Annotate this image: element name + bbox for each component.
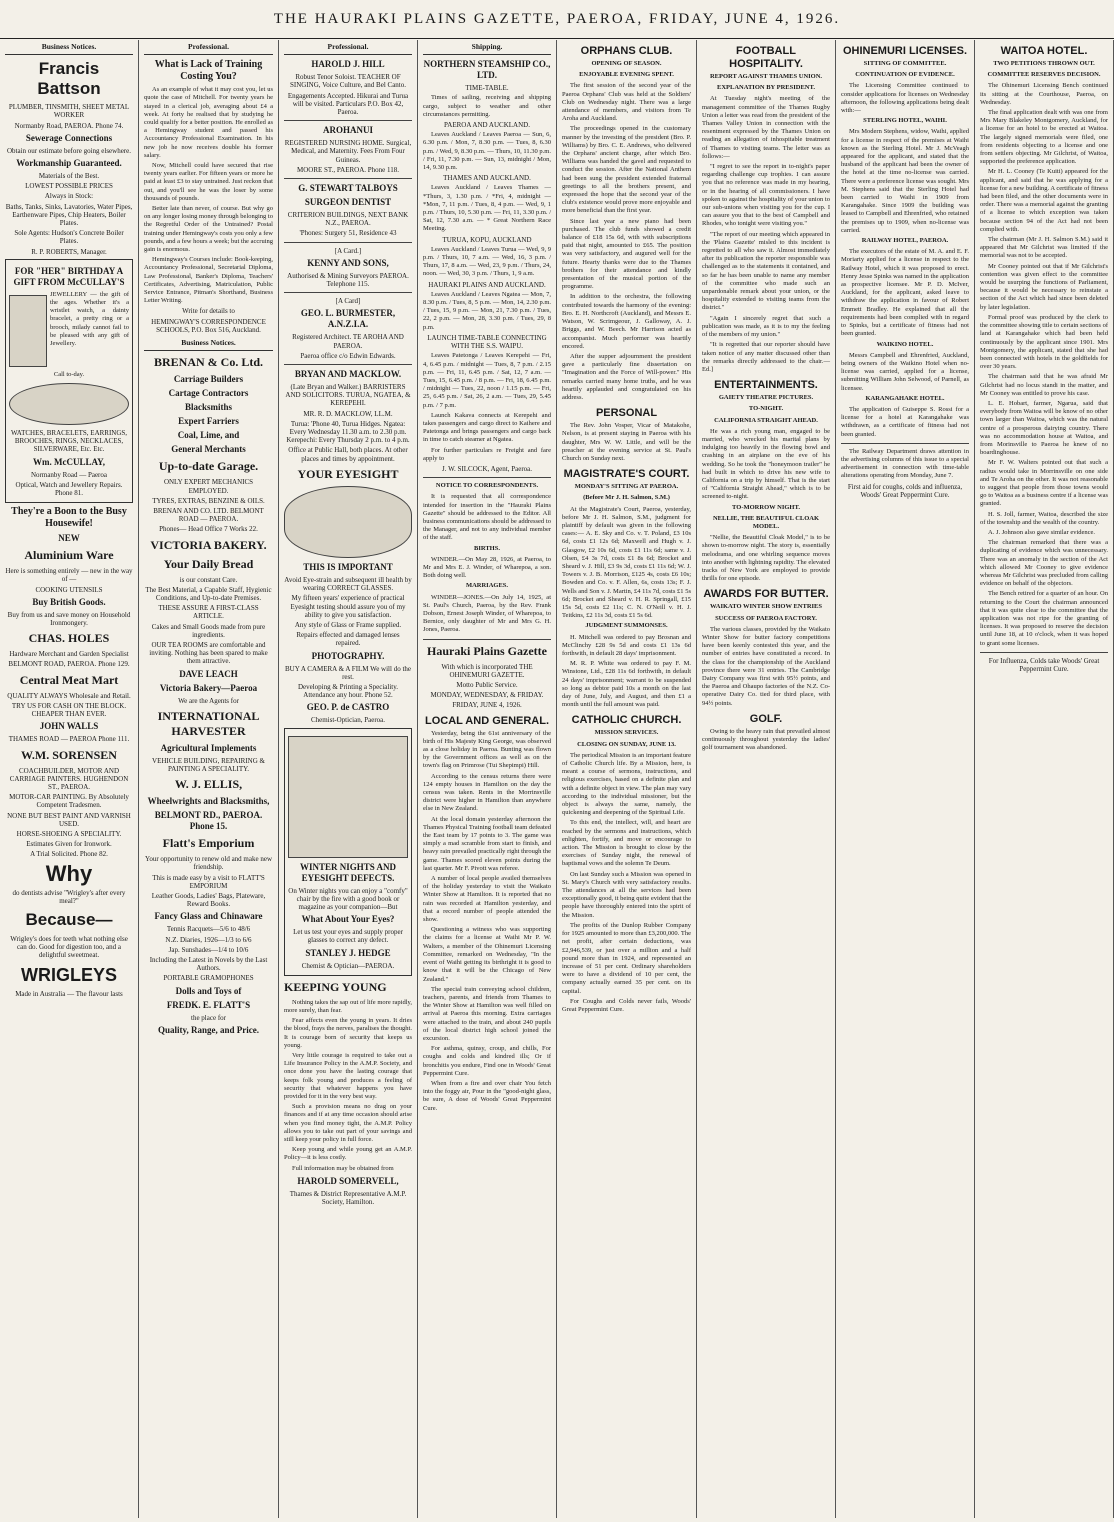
article-paragraph: "It is regretted that our reporter should have taken notice of any matter discussed other than the remarks directly addressed to the chair.—Ed.] [702,341,830,373]
article-subtitle: CALIFORNIA STRAIGHT AHEAD. [714,416,818,424]
flatt-name: FREDK. E. FLATT'S [166,999,251,1010]
article-paragraph: For Coughs and Colds never fails, Woods' Great Peppermint Cure. [562,997,691,1013]
eye-illustration [284,486,412,558]
because-heading: Because— [25,909,113,929]
what-eyes: What About Your Eyes? [301,914,395,925]
article-paragraph: Mrs Modern Stephens, widow, Waihi, applied for a license in respect of the premises at Waihi known as the Sterling Hotel. Mr J. McVeagh appeared for the applicant, and stated that the husband of the applicant had been the owner of the hotel at the time no-license was carried. There were a preference license was sought. Mrs M. Stephens said that the Sterling Hotel had been carried to Waihi in 1909 from Karangahake. Since 1909 the building was leased to Campbell and Ehrenfried, who retained the premises up to 1909, when no-license was carried. [841,128,969,234]
hedge-name: STANLEY J. HEDGE [305,947,391,958]
section-heading: Professional. [284,40,412,55]
article-paragraph: The Ohinemuri Licensing Bench continued its sitting at the Courthouse, Paeroa, on Wednesday. [980,82,1108,106]
mccullay-heading: FOR "HER" BIRTHDAY A GIFT FROM McCULLAY'S [13,265,125,287]
article-paragraph: The chairman said that he was afraid Mr Gilchrist had no locus standi in the matter, and Mr Cooney was entitled to prove his case. [980,373,1108,397]
article-subtitle: TO-MORROW NIGHT. [732,503,800,511]
mccullay-ad [5,259,133,503]
dolls-text: Dolls and Toys of [175,985,242,996]
manager-text: R. P. ROBERTS, Manager. [31,247,107,256]
timetable-note: Times of sailing, receiving and shipping cargo, subject to weather and other circumstances permitting. [423,94,551,118]
hill-name: HAROLD J. HILL [311,59,385,70]
keeping-paragraph: Keep young and while young get an A.M.P. Policy—it is less costly. [284,1146,412,1162]
divider [284,120,412,121]
why-text: do dentists advise "Wrigley's after every meal?" [12,888,126,905]
paper-title: Hauraki Plains Gazette [427,643,547,658]
article-paragraph: He was a rich young man, engaged to be married, who wrecked his marital plans by indulging too heavily in the flowing bowl and crashing in an airplane on the eve of his wedding. So he took the "honeymoon trailer" he had built in which to drive his new wife to California on a trip by himself. That is the start of "California Straight Ahead," which is to be screened to-night. [702,427,830,501]
aluminium-text: Here is something entirely — new in the way of — [5,567,133,584]
article-paragraph: Owing to the heavy rain that prevailed almost continuously throughout yesterday the ladies' golf tournament was abandoned. [702,727,830,752]
launch-note: Launch Kakava connects at Kerepehi and takes passengers and cargo direct to Kaihere and Patetonga and brings passengers and cargo back in time to catch steamer at Ngatea. [423,411,551,444]
talboys-phones: 'Phones: Surgery 51, Residence 43 [299,229,397,238]
divider [284,178,412,179]
route-heading: HAURAKI PLAINS AND AUCKLAND. [428,280,546,289]
battson-trade: PLUMBER, TINSMITH, SHEET METAL WORKER [8,103,130,120]
article-paragraph: "Again I sincerely regret that such a publication was made, as it is to my the feeling of the members of my union." [702,314,830,339]
article-subtitle: ENJOYABLE EVENING SPENT. [579,71,674,79]
turua-text: Turua: 'Phone 40, Turua Hidges. Ngatea: Every Wednesday 11.30 a.m. to 2.30 p.m. Kerepechi: Every Thursday 2 p.m. to 4 p.m. [286,419,410,445]
watch-illustration [9,295,47,367]
advert-line: For Influenza, Colds take Woods' Great Peppermint Cure. [988,656,1100,674]
masthead: THE HAURAKI PLAINS GAZETTE, PAEROA, FRIDAY, JUNE 4, 1926. [0,0,1114,39]
paper-date: FRIDAY, JUNE 4, 1926. [452,701,522,710]
article-subtitle: EXPLANATION BY PRESIDENT. [717,84,815,92]
hemingway-address: HEMINGWAY'S CORRESPONDENCE SCHOOLS, P.O. Box 516, Auckland. [151,317,266,334]
tyres-text: TYRES, EXTRAS, BENZINE & OILS. [152,496,265,505]
article-subtitle: WAIKINO HOTEL. [876,340,934,348]
wrigleys-logo: WRIGLEYS [20,964,117,985]
horse-shoeing: HORSE-SHOEING A SPECIALITY. [16,829,122,838]
brenan-address: BRENAN AND CO. LTD. BELMONT ROAD — PAEROA. [153,506,264,524]
article-title: MAGISTRATE'S COURT. [563,468,690,481]
battson-name: Francis Battson [37,59,101,99]
article-subtitle: CONTINUATION OF EVIDENCE. [855,71,955,79]
local-paragraph: According to the census returns there were 124 empty houses in Hamilton on the day the census was taken. Rents in the Morrinsville district were higher in Hamilton than anywhere else in New Zealand. [423,772,551,813]
bryan-subtitle: (Late Bryan and Walker.) BARRISTERS AND SOLICITORS. TURUA, NGATEA, & KEREPEHI. [285,383,411,408]
novels-text: Including the Latest in Novels by the Last Authors. [149,955,268,973]
leach-name: DAVE LEACH [179,668,238,679]
burmester-address: Paeroa office c/o Edwin Edwards. [300,351,396,360]
ellis-name: W. J. ELLIS, [174,777,243,792]
let-us-text: Let us test your eyes and supply proper glasses to correct any defect. [293,928,403,945]
somervell-subtitle: Thames & District Representative A.M.P. Society, Hamilton. [289,1189,407,1207]
cooking-utensils: COOKING UTENSILS [35,585,103,594]
route-heading: TURUA, KOPU, AUCKLAND [442,235,532,244]
article-paragraph: The chairman (Mr J. H. Salmon S.M.) said it appeared that Mr Gilchrist was limited if the memorial was not to be accepted. [980,236,1108,260]
holes-subtitle: Hardware Merchant and Garden Specialist [9,650,129,659]
article-paragraph: The Rev. John Vosper, Vicar of Matakohe, Nelson, is at present staying in Paeroa with his daughter, Mrs W. W. Little, and will be the preacher at the evening service at St. Paul's Church on Sunday next. [562,422,691,462]
mccullay-footer: Optical, Watch and Jewellery Repairs. Phone 81. [15,480,123,498]
fancy-glass: Fancy Glass and Chinaware [154,911,263,922]
article-paragraph: The proceedings opened in the customary manner by the investing of the president (Bro. P. Williams) by Bro. C. E. Andrews, who delivered the Orphans' ancient charge, after which Bro. Williams was handed the gavel and requested to conduct the session. After the National Anthem had been sung the president extended fraternal greetings to all the brothers present, and expressed the hope that the second year of the club's existence would prove more enjoyable and more beneficial than the first year. [562,125,691,215]
section-heading: Business Notices. [5,40,133,55]
flatt-goods: Leather Goods, Ladies' Bags, Plateware, Reward Books. [151,891,266,909]
article-paragraph: On last Sunday such a Mission was opened in St. Mary's Church with very satisfactory results. The attendances at all the services had been exceptionally good, it being quite evident that the people have thoroughly entered into the spirit of the Mission. [562,870,691,919]
article-title: PERSONAL [595,407,658,420]
article-paragraph: "I regret to see the report in to-night's paper regarding challenge cup trophies. I can assure you that no reference was made in my hearing, or in the hearing of all commissioners. I have spoken to against the hospitality of your union to our sub-unions when visiting you for the cup. I can assure you that to the best of Campbell and Rhodes, who tonight were visiting you." [702,163,830,228]
article-paragraph: Formal proof was produced by the clerk to the committee showing title to certain sections of land at Karangahake which had been held continuously by the applicant since 1901. Mrs Montgomery, the applicant, stated that she had been connected with hotels in the goldfields for over 30 years. [980,313,1108,371]
quality-text: QUALITY ALWAYS Wholesale and Retail. [7,691,131,700]
tea-rooms-text: OUR TEA ROOMS are comfortable and inviting. Nothing has been spared to make them attractive. [149,640,268,666]
article-paragraph: The application of Guiseppe S. Rossi for a license for a hotel at Karangahake was withdrawn, as a certificate of fitness had not been granted. [841,405,969,438]
castro-name: GEO. P. de CASTRO [306,702,390,713]
prices-text: LOWEST POSSIBLE PRICES [25,182,113,191]
brenan-line: Coal, Lime, and [177,430,240,441]
victoria-bakery-heading: VICTORIA BAKERY. [150,537,267,552]
route-times: Leaves Patetonga / Leaves Kerepehi — Fri, 4, 6.45 p.m. / midnight — Tues, 8, 7 p.m. / 2.15 p.m. — Fri, 11, 6.45 p.m. / Sat, 12, 7 a.m. — Tues, 15, 6.45 p.m. / 8 p.m. — Fri, 18, 6.45 p.m. / midnight — Tues, 22, noon / 1.15 p.m. — Fri, 25, 6.45 p.m. / Sat, 26, 2 a.m. — Tues, 29, 5.45 p.m. / 7 p.m. [423,352,551,409]
ellis-address: BELMONT RD., PAEROA. Phone 15. [154,810,263,832]
column-4 [418,40,557,1518]
stock-title: Always in Stock: [44,192,94,201]
flatt-heading: Flatt's Emporium [162,836,255,851]
article-subtitle: RAILWAY HOTEL, PAEROA. [861,237,949,245]
local-paragraph: For asthma, quinsy, croup, and chills, For coughs and colds and kindred ills; Or if bronchitis you endure, Find one in Woods' Great Peppermint Cure. [423,1045,551,1077]
article-subtitle: JUDGMENT SUMMONSES. [585,622,668,630]
article-paragraph: H. Mitchell was ordered to pay Brosnan and McClinchy £28 9s 5d and costs £1 13s 6d forthwith, in default 28 days' imprisonment. [562,633,691,657]
divider [423,639,551,640]
section-heading: Professional. [144,40,273,55]
brenan-line: Cartage Contractors [168,388,249,399]
burmester-subtitle: Registered Architect. TE AROHA AND PAEROA. [292,333,404,350]
mechanics-text: ONLY EXPERT MECHANICS EMPLOYED. [163,478,254,495]
article-subtitle: TO-NIGHT. [748,405,784,413]
local-paragraph: Yesterday, being the 61st anniversary of the birth of His Majesty King George, was observed as a close holiday in Paeroa. Bunting was flown by the Government offices as well as on the town's flag on Primrose (Tui Shepimpi) Hill. [423,729,551,770]
holes-name: CHAS. HOLES [28,631,110,646]
route-heading: LAUNCH TIME-TABLE CONNECTING WITH THE S.S. WAIPU. [427,333,547,351]
bread-subtitle: is our constant Care. [179,575,238,584]
route-times: Leaves Auckland / Leaves Turua — Wed, 9, 9 p.m. / Thurs, 10, 7 a.m. — Wed, 16, 3 p.m. / Thurs, 17, 8 a.m. — Wed, 23, 9 p.m. / Thurs, 24, noon. — Wed, 30, 3 p.m. / Thurs, 1, 9 a.m. [423,245,551,278]
local-paragraph: Questioning a witness who was supporting the claims for a license at Waihi Mr P. W. Walters, a member of the Ohinemuri Licensing Committee, remarked on Wednesday, "In the event of Waihi getting its birthright it is good to know that it will be the Chicago of New Zealand." [423,926,551,983]
article-subtitle: STERLING HOTEL, WAIHI. [863,117,947,125]
leach-subtitle: Victoria Bakery—Paeroa [159,682,258,693]
divider [980,652,1108,653]
article-paragraph: Since last year a new piano had been purchased. The club funds showed a credit balance of £18 15s 6d, with with subscriptions paid that night, amounted to £65. The position was very satisfactory, and augured well for the future. Hearty thanks were due to the Thames brothers for their attendance and kindly presentation of the musical portion of the programme. [562,217,691,291]
article-paragraph: The first session of the second year of the Paeroa Orphans' Club was held at the Soldiers' Club on Wednesday night. There was a large attendance of members, and visitors from Te Aroha and Auckland. [562,82,691,123]
local-heading: LOCAL AND GENERAL. [424,714,550,727]
column-3 [279,40,418,1518]
column-5 [557,40,697,1518]
sewerage-text: Obtain our estimate before going elsewhere. [6,146,131,155]
brenan-line: Blacksmiths [184,402,232,413]
route-times: Leaves Auckland / Leaves Paeroa — Sun, 6, 6.30 p.m. / Mon, 7, 8.30 p.m. — Tues, 8, 6.30 p.m. / Wed, 9, 8.30 p.m. — Thurs, 10, 11.30 p.m. / Fri, 11, 7.30 p.m. — Sun, 13, midnight / Mon, 14, 9.30 p.m. [423,131,551,172]
brenan-phones: Phones— Head Office 7 Works 22. [159,525,258,534]
ironwork-text: Estimates Given for Ironwork. [26,840,112,849]
criterion-address: CRITERION BUILDINGS, NEXT BANK N.Z., PAEROA. [287,211,409,228]
article-paragraph: At Tuesday night's meeting of the management committee of the Thames Rugby Union a letter was read from the president of the Thames Valley Union in connection with the resentment expressed by the Thames Union on reading an allegation of inhospitable treatment of Thames to visiting teams. The letter was as follows:— [702,95,830,160]
divider [284,292,412,293]
mccullay-address: Normanby Road — Paeroa [30,470,107,479]
column-7 [836,40,975,1518]
local-paragraph: When from a fire and over chair You fetch into the foggy air, Pour in the "good-night glass, be sure, A dose of Woods' Great Peppermint Cure. [423,1079,551,1112]
births-heading: BIRTHS. [474,544,500,552]
diaries-price: N.Z. Diaries, 1926—1/3 to 6/6 [165,935,252,944]
new-label: NEW [58,533,80,544]
implements-text: Agricultural Implements [160,742,257,753]
buy-text: Buy from us and save money on Household Ironmongery. [7,610,131,628]
training-paragraph: Better late than never, of course. But why go on any longer losing money through belonging to the Regretful Order of the Untrained? Postal training under Hemingway's costs you only a few pounds, and a few hours a week; but the accruing gain is enormous. [144,205,273,254]
article-title: OHINEMURI LICENSES. [842,45,968,57]
article-subtitle: SUCCESS OF PAEROA FACTORY. [715,614,817,622]
article-subtitle: MISSION SERVICES. [594,729,659,737]
advert-line: First aid for coughs, colds and influenza, Woods' Great Peppermint Cure. [847,482,963,499]
article-subtitle: KARANGAHAKE HOTEL. [865,394,945,402]
local-paragraph: A number of local people availed themselves of the holiday yesterday to visit the Waikato Winter Show at Hamilton. It is reported that no rain was recorded at Hamilton yesterday, and that a record number of people attended the show. [423,875,551,924]
steamship-heading: NORTHERN STEAMSHIP CO., LTD. [423,59,551,81]
sorensen-name: W.M. SORENSEN [21,747,117,762]
hill-address: Engagements Accepted. Hikurai and Turua will be visited. Particulars P.O. Box 42, Paeroa. [287,91,409,117]
ellis-subtitle: Wheelwrights and Blacksmiths, [147,796,270,807]
trial-text: A Trial Solicited. Phone 82. [30,850,108,859]
local-paragraph: At the local domain yesterday afternoon the Thames Physical Training football team defeated the East team by 17 points to 3. The game was simply a mad scramble from start to finish, and heavy rain prevailed practically right through the game. Thames scored eleven points during the last quarter. Mr F. Pivott was referee. [423,815,551,872]
article-title: FOOTBALL HOSPITALITY. [729,45,803,70]
winter-text: On Winter nights you can enjoy a "comfy" chair by the fire with a good book or magazine as your companion—But [288,886,408,911]
training-title: What is Lack of Training Costing You? [154,59,263,83]
paint-text: NONE BUT BEST PAINT AND VARNISH USED. [7,811,131,828]
article-subtitle: NELLIE, THE BEAUTIFUL CLOAK MODEL. [712,514,820,530]
article-subtitle: OPENING OF SEASON. [591,60,662,67]
agents-text: We are the Agents for [178,696,239,705]
walls-address: THAMES ROAD — PAEROA Phone 111. [8,735,130,744]
ensure-text: THESE ASSURE A FIRST-CLASS ARTICLE. [158,604,259,621]
brenan-line: Expert Farriers [178,416,239,427]
article-subtitle: COMMITTEE RESERVES DECISION. [987,71,1101,79]
meat-mart-heading: Central Meat Mart [19,672,119,687]
jap-price: Jap. Sunshades—1/4 to 10/6 [168,945,249,954]
flatt-footer: Quality, Range, and Price. [158,1024,259,1035]
article-paragraph: L. E. Hobart, farmer, Ngarua, said that everybody from Waitoa will be know of no other town larger than Waitoa, which was the natural centre of a prosperous dairying country. There was no accommodation house at Waitoa, and from Morinsville to Paeroa he knew of no boardinghouse. [980,399,1108,457]
marriages-text: WINDER—JONES.—On July 14, 1925, at St. Paul's Church, Paeroa, by the Rev. Frank Dobson, Ernest Joseph Winder, of Wharepoa, to Bernice, only daughter of Mr and Mrs G. H. Jones, Paeroa. [423,593,551,634]
office-text: Office at Public Hall, both places. At other places and times by appointment. [288,446,408,463]
article-paragraph: Mr H. L. Cooney (Te Kuiti) appeared for the applicant, and said that he was applying for a license for a new building. A certificate of fitness had been filed, and the other documents were in order. There was a memorial against the granting of a license to which exception was taken because section 94 of the Act had not been complied with. [980,168,1108,233]
brenan-line: Carriage Builders [173,374,244,385]
arohanui-subtitle: REGISTERED NURSING HOME. Surgical, Medical, and Maternity. Fees From Four Guineas. [284,139,412,164]
keeping-paragraph: Such a provision means no drag on your finances and if at any time occasion should arise when you find money tight, the A.M.P. Policy allows you to take out part of your savings and still keep your policy in full force. [284,1103,412,1143]
column-6 [697,40,836,1518]
article-subtitle: (Before Mr J. H. Salmon, S.M.) [583,494,670,502]
experience-text: My fifteen years' experience of practical Eyesight testing should assure you of my ability to give you satisfaction. [290,594,406,619]
article-title: ENTERTAINMENTS. [714,379,818,392]
article-paragraph: The various classes, provided by the Waikato Winter Show for butter factory competitions have been keenly contested this year, and the number of entries have constituted a record. In the class for the championship of the Auckland province there were 31 entries. The Cambridge Dairy Company was first with 95½ points, and the Paeroa and Ohaupo factories of the N.Z. Co-operative Dairy Co. tied for third place, with 94½ points. [702,625,830,707]
eyesight-heading: YOUR EYESIGHT [297,466,399,481]
camera-text: BUY A CAMERA & A FILM We will do the rest. [284,664,412,681]
training-paragraph: Now, Mitchell could have secured that rise twenty years earlier. For fifteen years or more he paid at least £3 to stay untrained. Just reckon that out, and you'll see he was the loser by some thousands of pounds. [144,162,273,202]
buy-british: Buy British Goods. [32,596,106,607]
section-heading: Business Notices. [144,336,273,351]
article-title: WAITOA HOTEL. [1000,45,1088,57]
bread-text: The Best Material, a Capable Staff, Hygienic Conditions, and Up-to-date Premises. [145,585,272,602]
agents-text: Sole Agents: Hudson's Concrete Boiler Plates. [14,229,124,246]
because-text: Wrigley's does for teeth what nothing else can do. Good for digestion too, and a delightful sweetmeat. [10,934,128,960]
brenan-line: General Merchants [171,444,246,455]
article-paragraph: H. S. Joll, farmer, Waitoa, described the size of the township and the wealth of the country. [980,510,1108,526]
timetable-heading: TIME-TABLE. [465,84,509,93]
column-8 [975,40,1114,1518]
why-heading: Why [45,860,93,886]
mccullay-name: Wm. McCULLAY, [32,456,106,467]
article-paragraph: The profits of the Dunlop Rubber Company for 1925 amounted to more than £3,200,000. The net profit, after certain deductions, was £2,946,539, or just over a million and a half pound more than in 1924, and represented an increase of 51 per cent. Ordinary shareholders were to have a dividend of 10 per cent, the company actually earned 35 per cent. on its capital. [562,921,691,995]
somervell-name: HAROLD SOMERVELL, [297,1175,399,1186]
route-heading: PAEROA AND AUCKLAND. [444,121,530,130]
route-times: Leaves Auckland / Leaves Ngatea — Mon, 7, 8.30 p.m. / Tues, 8, 5 p.m. — Mon, 14, 2.30 p.m. / Tues, 15, 9 p.m. — Mon, 21, 7.30 p.m. / Tues, 22, 2 p.m. — Mon, 28, 3.30 p.m. / Tues, 29, 8 p.m. [423,290,551,331]
silcock-name: J. W. SILCOCK, Agent, Paeroa. [441,464,533,473]
flatt-easy: This is made easy by a visit to FLATT'S EMPORIUM [152,873,265,890]
article-paragraph: The Railway Department draws attention in the advertising columns of this issue to a special advertisement in connection with time-table alterations operating from Monday, June 7. [841,447,969,480]
important-heading: THIS IS IMPORTANT [303,561,393,572]
births-text: WINDER.—On May 28, 1926, at Paeroa, to Mr and Mrs E. J. Winder, of Wharepoa, a son. Both doing well. [423,555,551,580]
style-text: Any style of Glass or Frame supplied. [294,620,402,629]
bread-heading: Your Daily Bread [163,556,254,571]
materials-text: Materials of the Best. [38,172,100,181]
marriages-heading: MARRIAGES. [465,582,509,590]
article-paragraph: The chairman remarked that there was a duplicating of evidence which was unnecessary. There was an anomaly in the section of the Act which allowed Mr Cooney to give evidence whereas Mr Gilchrist was precluded from calling evidence on behalf of the objectors. [980,539,1108,588]
garage-heading: Up-to-date Garage. [158,459,259,474]
hedge-subtitle: Chemist & Optician—PAEROA. [301,961,395,970]
training-write: Write for details to [182,307,235,316]
burmester-name: GEO. L. BURMESTER, A.N.Z.I.A. [300,308,396,330]
article-subtitle: REPORT AGAINST THAMES UNION. [709,73,823,80]
workmanship-heading: Workmanship Guaranteed. [16,158,122,169]
divider [423,477,551,478]
notice-heading: NOTICE TO CORRESPONDENTS. [435,482,539,490]
important-text: Avoid Eye-strain and subsequent ill health by wearing CORRECT GLASSES. [284,575,412,593]
international-heading: INTERNATIONAL HARVESTER [157,708,260,738]
route-heading: THAMES AND AUCKLAND. [443,174,531,183]
article-paragraph: To this end, the intellect, will, and heart are reached by the sermons and instructions, which enlighten, fortify, and move or encourage to action. The Mission is brought to close by the exercises of Sunday night, the renewal of baptismal vows and the solemn Te Deum. [562,819,691,868]
winter-heading: WINTER NIGHTS AND EYESIGHT DEFECTS. [299,861,397,883]
further-text: For further particulars re Freight and fare apply to [423,446,551,462]
gramophones-text: PORTABLE GRAMOPHONES [163,974,254,983]
walls-name: JOHN WALLS [39,721,99,732]
sewerage-heading: Sewerage Connections [25,132,113,143]
bracelet-illustration [9,383,129,425]
column-1 [0,40,139,1518]
article-subtitle: TWO PETITIONS THROWN OUT. [993,60,1095,67]
card-label: [A Card] [335,297,361,306]
moore-address: MOORE ST., PAEROA. Phone 118. [296,165,400,174]
article-paragraph: The Bench retired for a quarter of an hour. On returning to the Court the chairman announced that it was quite clear to the committee that the application was not ripe for the granting of licenses. It was proposed to reserve the decision until June 18, at 10 o'clock, when it was hoped to grant some licenses. [980,590,1108,647]
keeping-young-heading: KEEPING YOUNG [284,979,387,994]
article-subtitle: SITTING OF COMMITTEE. [863,60,947,67]
vehicle-text: VEHICLE BUILDING, REPAIRING & PAINTING A SPECIALITY. [152,756,265,773]
article-paragraph: After the supper adjournment the president gave a particularly fine dissertation on "Imagination and the Force of Will-power." His remarks carried many home truths, and he was heartily applauded and congratulated on his address. [562,352,691,401]
article-title: GOLF. [749,712,783,725]
article-paragraph: Mr Cooney pointed out that if Mr Gilchrist's contention was given effect to the committee would be usurping the functions of Parliament, because it would be necessary to reinstate a section of the Act which had since been deleted by later legislation. [980,262,1108,311]
brenan-name: BRENAN & Co. Ltd. [153,355,263,370]
mccullay-goods: WATCHES, BRACELETS, EARRINGS, BROOCHES, RINGS, NECKLACES, SILVERWARE, Etc. Etc. [10,429,128,454]
article-paragraph: Messrs Campbell and Ehrenfried, Auckland, being owners of the Waikino Hotel when no-license was carried, applied for a license, submitting William John Selwood, of Parnell, as licensee. [841,351,969,392]
sorensen-subtitle: COACHBUILDER, MOTOR AND CARRIAGE PAINTERS. HUGHENDON ST., PAEROA. [9,766,129,791]
winter-nights-ad [284,728,412,976]
keeping-paragraph: Very little courage is required to take out a Life Insurance Policy in the A.M.P. Society, and once done you have the lasting courage that keeps folk young and produces a feeling of security that whatever happens you have provided for it in the very best way. [284,1051,412,1100]
article-title: AWARDS FOR BUTTER. [703,588,829,601]
keeping-paragraph: Nothing takes the sap out of life more rapidly, more surely, than fear. [284,998,412,1014]
paper-subtitle: With which is incorporated THE OHINEMURI GAZETTE. [441,662,533,679]
column-2 [139,40,279,1518]
holes-address: BELMONT ROAD, PAEROA. Phone 129. [8,660,130,669]
article-title: CATHOLIC CHURCH. [571,714,682,727]
stock-list: Baths, Tanks, Sinks, Lavatories, Water Pipes, Earthenware Pipes, Chip Heaters, Boiler Plates. [5,202,133,228]
keeping-paragraph: Fear affects even the young in years. It dries the blood, frays the nerves, paralises the thought. It is courage born of security that keeps us young. [284,1017,412,1049]
wrigleys-footer: Made in Australia — The flavour lasts [15,989,123,998]
kenny-name: KENNY AND SONS, [307,257,389,268]
article-paragraph: Mr F. W. Walters pointed out that such a radius would take in Morrinsville on one side and Te Aroha on the other. It was not reasonable to suggest that people from those towns would go to Waitoa as a business centre if a license was granted. [980,459,1108,508]
castro-subtitle: Chemist-Optician, Paeroa. [310,716,386,725]
training-paragraph: Hemingway's Courses include: Book-keeping, Accountancy Professional, Secretarial Diploma, Law Professional, Banker's Diploma, Teachers' Certificates, Advertising, Matriculation, Public Service Entrance, Pitman's Shorthand, Business Letter Writing. [144,256,273,305]
macklow-name: MR. R. D. MACKLOW, LL.M. [303,409,393,418]
boon-heading: They're a Boon to the Busy Housewife! [11,506,127,530]
notice-text: It is requested that all correspondence intended for insertion in the "Hauraki Plains Gazette" should be addressed to the Editor. All business communications should be addressed to the Manager, and not to any individual member of the staff. [423,493,551,542]
flatt-place: the place for [191,1013,226,1022]
article-subtitle: CLOSING ON SUNDAY, JUNE 13. [577,740,676,748]
paper-motto: Motto Public Service. [456,681,518,689]
article-paragraph: The Licensing Committee continued to consider applications for licenses on Wednesday afternoon, the following applications being dealt with:— [841,82,969,115]
training-paragraph: As an example of what it may cost you, let us quote the case of Mitchell. For twenty years he stayed in a clerical job, averaging about £4 a week. At forty he realised that by studying he could qualify for a better position. He enrolled as a Hemingway student and passed his Accountancy Professional Examination. In his new job he now receives double his former salary. [144,86,273,159]
dentist-title: SURGEON DENTIST [304,197,392,208]
divider [284,364,412,365]
article-paragraph: M. R. P. White was ordered to pay F. M. Winstone, Ltd., £28 11s 6d forthwith, in default 24 days' imprisonment; warrant to be suspended so long as debtor paid 10s a month on the last day of June, July, and August, and then £1 a month until the full amount was paid. [562,660,691,709]
article-paragraph: At the Magistrate's Court, Paeroa, yesterday, before Mr J. H. Salmon, S.M., judgment for plaintiff by default was given in the following cases:— A. E. Sky and Co. v. T. Poland, £3 10s 6d, costs £1 12s 6d; Maxwell and Hugh v. J. Glasgow, £2 10s 6d, costs £1 11s 6d; same v. J. Olsen, £4 3s 7d, costs £1 8s 6d; Brocket and Sheard v. J. Hill, £3 9s 3d, costs £1 11s 6d; W. J. Towers v. J. B. Morrison, £125 4s, costs £6 10s; Bowden and Co. v. F. Allen, 6s, costs 13s; F. J. Wells and Son v. J. Martin, £4 11s 7d, costs £1 5s 6d; Brocket and Sheard v. H. R. Springall, £15 15s 5d, costs £2 11s; C. N. O'Neill v. H. J. Teitkins, £2 11s 3d, costs £1 5s 6d. [562,505,691,620]
divider [841,443,969,444]
article-paragraph: "The report of our meeting which appeared in the 'Plains Gazette' misled to this incident is regretted to all who saw it. Almost immediately after its publication the reporter responsible was challenged as to the statements it contained, and so far he has been unable to name any member of the committee who made such an unpardonable remark about your union, or the hospitality extended to visiting teams from the district." [702,230,830,312]
motor-painting: MOTOR-CAR PAINTING. By Absolutely Competent Tradesmen. [9,793,129,810]
article-subtitle: WAIKATO WINTER SHOW ENTRIES [709,603,823,611]
route-times: Leaves Auckland / Leaves Thames — *Thurs, 3, 1.30 p.m. / *Fri, 4, midnight — *Mon, 7, 11 p.m. / Tues, 8, 4 p.m. — Wed, 9, 1 p.m. / Thurs, 10, 5.30 p.m. — Fri, 11, 3.30 p.m. / Sat, 12, 7.30 a.m. — * Great Northern Race Meeting. [423,184,551,233]
article-paragraph: The final application dealt with was one from Mrs Mary Blakeley Montgomery, Auckland, for a license for an hotel to be erected at Waitoa. The largely signed memorials were filed, one from residents objecting to a license and one from settlers objecting. Mr Gilchrist, of Waitoa, supported the preference application. [980,109,1108,166]
repairs-text: Repairs effected and damaged lenses repaired. [296,631,400,648]
paper-days: MONDAY, WEDNESDAY, & FRIDAY. [430,691,544,700]
try-text: TRY US FOR CASH ON THE BLOCK. CHEAPER THAN EVER. [11,701,127,719]
mccullay-jewellery-text: JEWELLERY — the gift of the ages. Whether it's a wristlet watch, a dainty bracelet, a pretty ring or a brooch, milady cannot fail to be pleased with any gift of Jewellery. [50,290,129,348]
aluminium-heading: Aluminium Ware [24,548,114,563]
article-paragraph: "Nellie, the Beautiful Cloak Model," is to be shown to-morrow night. The story is, essentially melodrama, and one whirling sequence moves into another with lightning rapidity. The elevated tracks of New York are employed to provide thrills for one episode. [702,534,830,583]
portrait-illustration [288,736,408,858]
photography-heading: PHOTOGRAPHY. [311,650,385,661]
article-paragraph: A. J. Johnson also gave similar evidence. [988,528,1096,536]
cakes-text: Cakes and Small Goods made from pure ingredients. [151,622,266,639]
article-paragraph: The periodical Mission is an important feature of Catholic Church life. By a Mission, here, is meant a course of sermons, instructions, and religious exercises, based on a definite plan and with a definite object in view. The plan may vary according to the individual missioner, but the object is always the same, namely, the quickening and deepening of the Spiritual Life. [562,751,691,817]
article-subtitle: MONDAY'S SITTING AT PAEROA. [574,483,679,491]
article-subtitle: GAIETY THEATRE PICTURES. [718,394,814,402]
article-title: ORPHANS CLUB. [580,45,673,57]
bryan-name: BRYAN AND MACKLOW. [294,369,402,380]
battson-address: Normanby Road, PAEROA. Phone 74. [14,121,124,130]
keeping-paragraph: Full information may be obtained from [292,1164,394,1172]
tennis-price: Tennis Racquets—5/6 to 48/6 [166,925,251,934]
kenny-subtitle: Authorised & Mining Surveyors PAEROA. Telephone 115. [287,271,409,289]
article-paragraph: The executors of the estate of M. A. and E. F. Moriarty applied for a license in respect to the Railway Hotel, which it was proposed to erect. Henry Jesse Spinks was named in the application as prospective licensee. Mr P. D. McIver, Auckland, for the applicant, asked leave to withdraw the application in favour of Robert Emmett Bradley. He explained that all the requirements had been complied with in regard to Spinks, but a certificate of fitness had not been granted. [841,248,969,338]
flatt-text: Your opportunity to renew old and make new friendship. [144,855,273,872]
talboys-name: G. STEWART TALBOYS [298,183,398,194]
section-heading: Shipping. [423,40,551,55]
arohanui-name: AROHANUI [322,125,373,136]
mccullay-call: Call to-day. [53,370,85,378]
local-paragraph: The special train conveying school children, teachers, parents, and friends from Thames to the Winter Show at Hamilton was well filled on arrival at Paeroa this morning. Extra carriages were attached to the train, and about 240 pupils of the local district high school joined the excursion. [423,985,551,1042]
card-label: [A Card.] [334,246,362,255]
article-paragraph: In addition to the orchestra, the following contributed towards the harmony of the evening: Bro. E. H. Northcroft (Auckland), and Messrs E. Watson, W. Scrimgeour, J. Galloway, A. J. Briggs, and W. Beech. Mr Harrison acted as accompanist. Much performer was heartily encored. [562,293,691,350]
developing-text: Developing & Printing a Speciality. Attendance any hour. Phone 52. [297,682,399,700]
hill-subtitle: Robust Tenor Soloist. TEACHER OF SINGING, Voice Culture, and Bel Canto. [289,73,406,90]
divider [284,242,412,243]
